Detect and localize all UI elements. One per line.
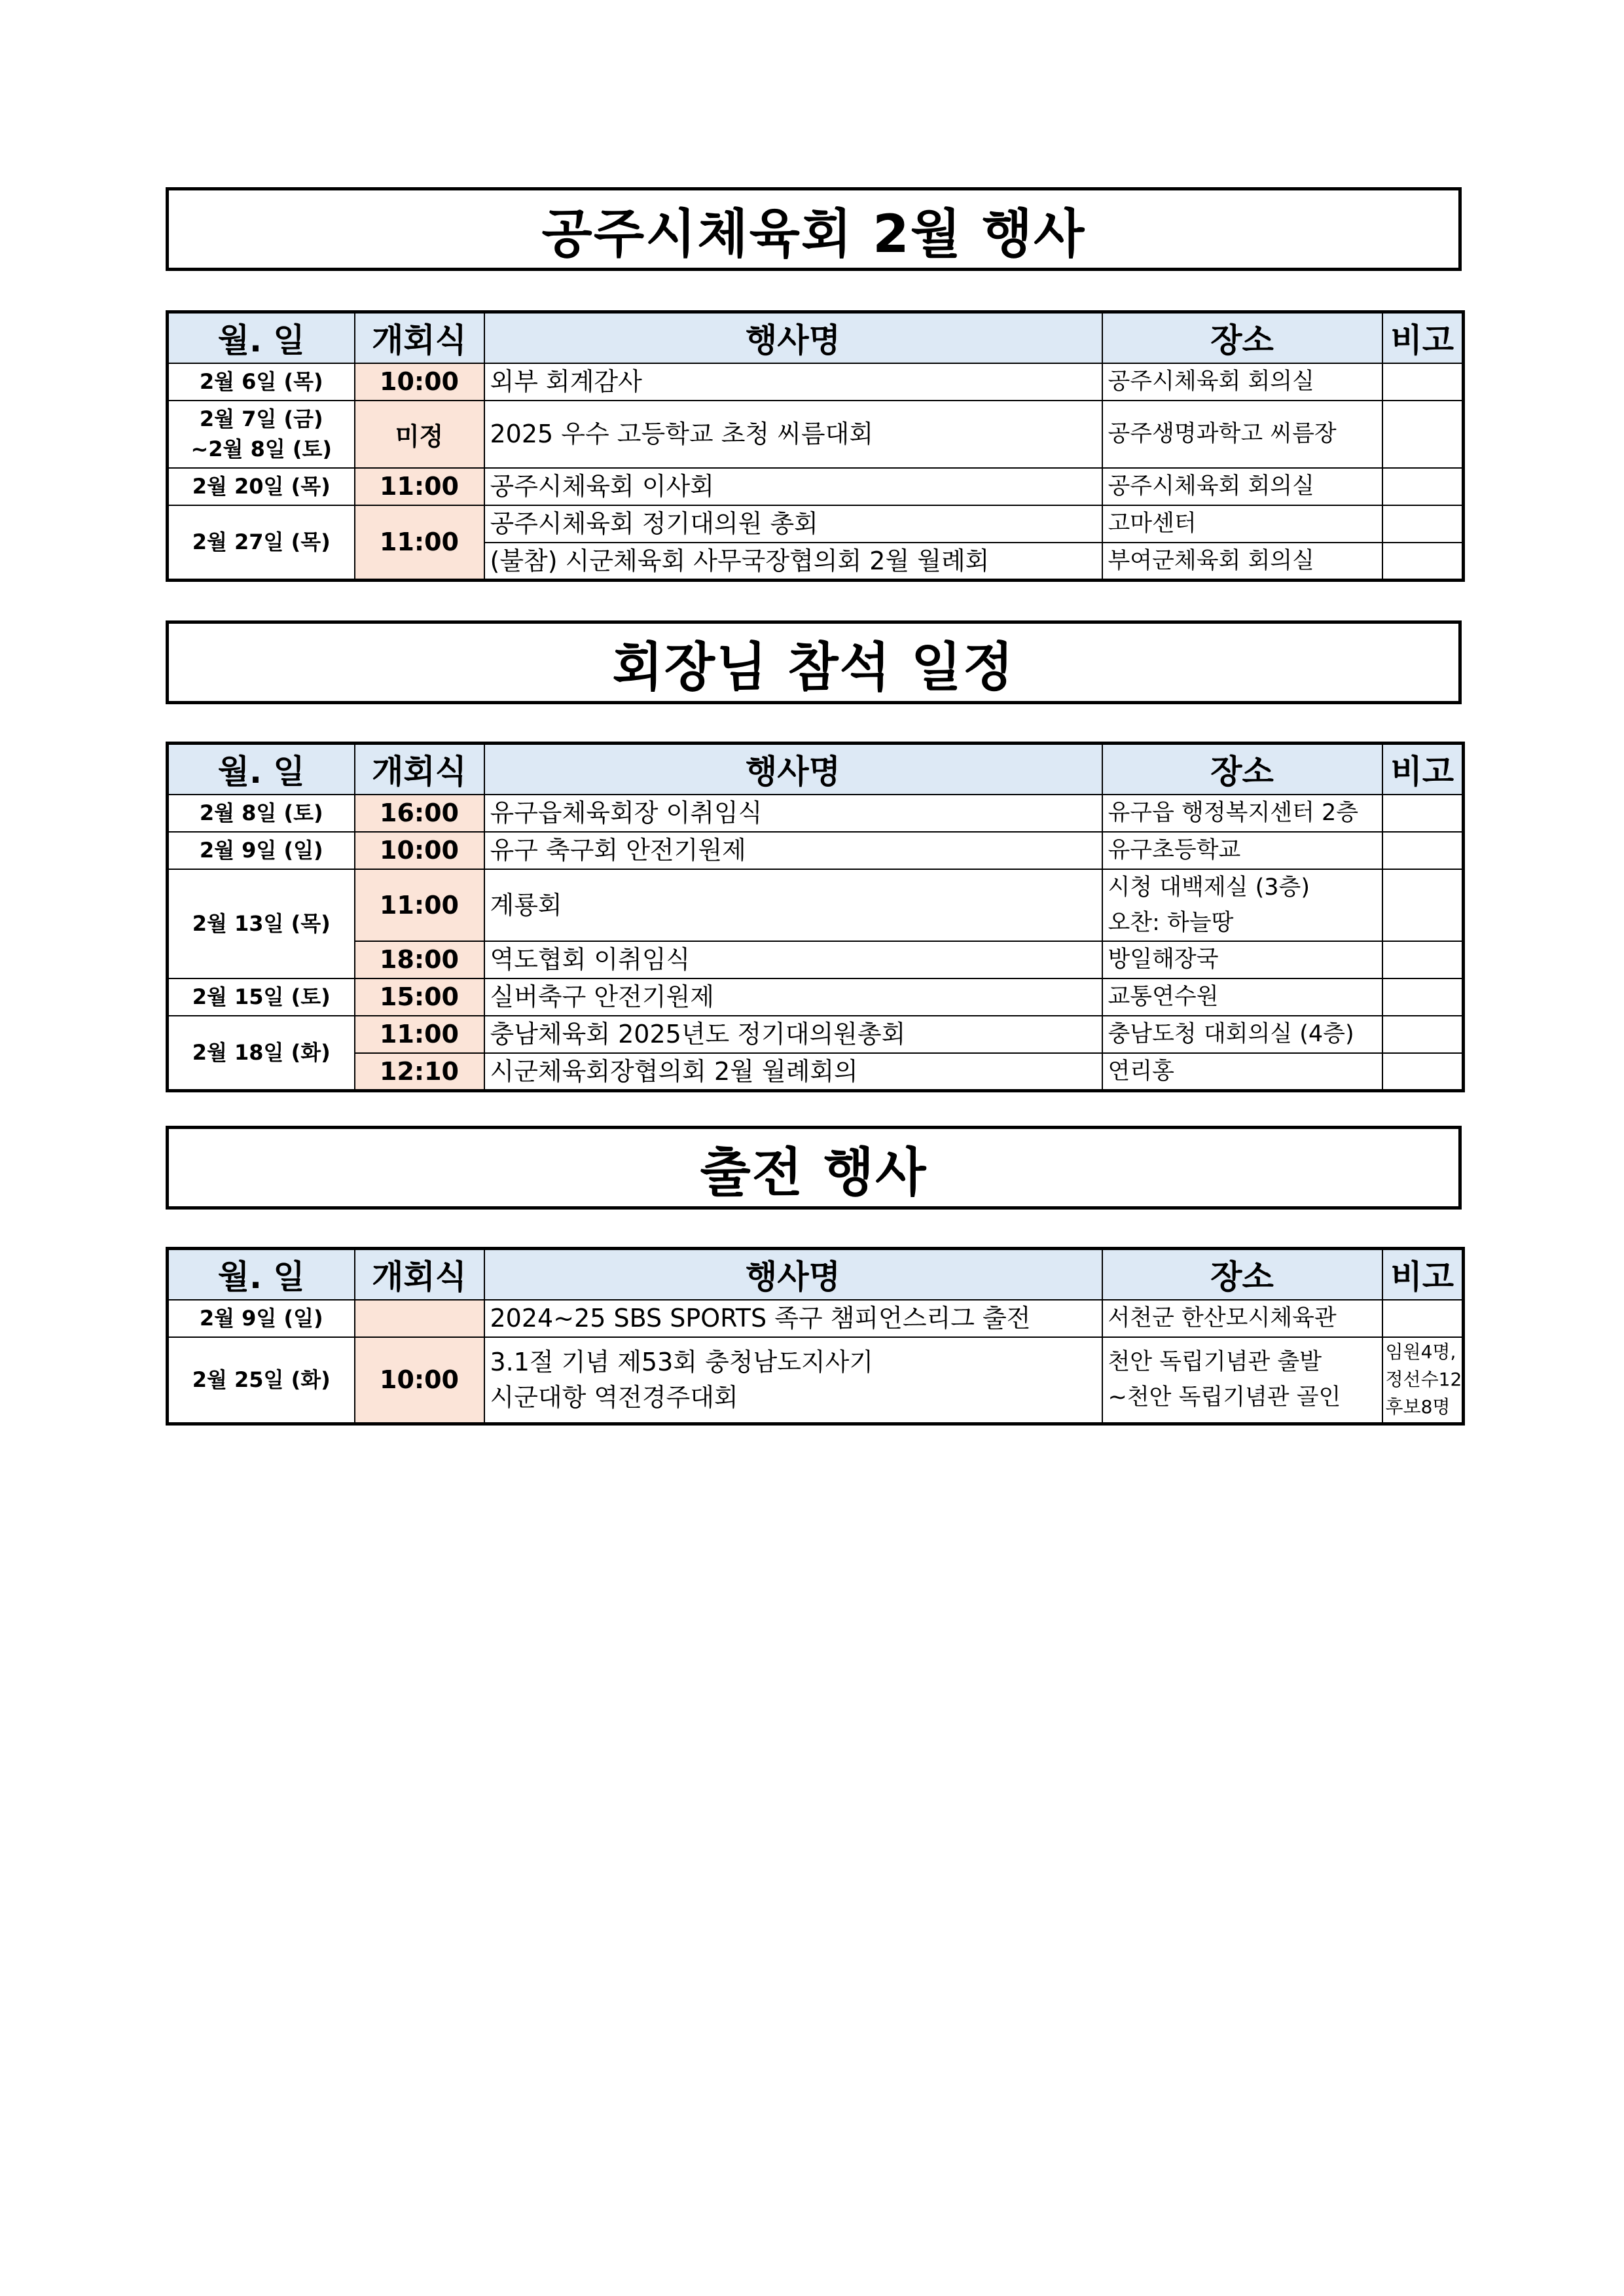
table-row	[168, 941, 1464, 978]
row-event-line2: 시군대항 역전경주대회	[490, 1383, 738, 1412]
header-place: 장소	[1102, 312, 1382, 363]
row-note	[1382, 1300, 1464, 1337]
header-place: 장소	[1102, 744, 1382, 795]
table-header-row	[168, 312, 1464, 363]
row-note	[1382, 978, 1464, 1016]
section2-title: 회장님 참석 일정	[612, 636, 1015, 698]
row-event-line1: 3.1절 기념 제53회 충청남도지사기	[490, 1348, 874, 1377]
row-event: 2025 우수 고등학교 초청 씨름대회	[484, 401, 1102, 468]
header-time: 개회식	[355, 744, 484, 795]
header-event: 행사명	[484, 744, 1102, 795]
row-place	[1102, 869, 1382, 941]
row-place: 연리홍	[1102, 1053, 1382, 1091]
row-note	[1382, 543, 1464, 581]
row-place: 공주시체육회 회의실	[1102, 363, 1382, 401]
row-time: 11:00	[355, 505, 484, 581]
row-time: 15:00	[355, 978, 484, 1016]
row-place: 공주생명과학고 씨름장	[1102, 401, 1382, 468]
header-place: 장소	[1102, 1249, 1382, 1300]
row-place: 공주시체육회 회의실	[1102, 468, 1382, 505]
row-date: 2월 27일 (목)	[168, 505, 355, 581]
row-note	[1382, 869, 1464, 941]
table-row	[168, 1300, 1464, 1337]
row-place: 방일해장국	[1102, 941, 1382, 978]
row-event: 실버축구 안전기원제	[484, 978, 1102, 1016]
row-time: 10:00	[355, 363, 484, 401]
row-date: 2월 18일 (화)	[168, 1016, 355, 1091]
row-place	[1102, 1337, 1382, 1424]
row-place-line2: 오찬: 하늘땅	[1108, 909, 1234, 936]
header-date: 월. 일	[168, 312, 355, 363]
row-event: 공주시체육회 이사회	[484, 468, 1102, 505]
row-date: 2월 6일 (목)	[168, 363, 355, 401]
row-note-line2: 정선수12	[1385, 1369, 1462, 1391]
row-time: 10:00	[355, 832, 484, 869]
row-event: 유구 축구회 안전기원제	[484, 832, 1102, 869]
row-note	[1382, 795, 1464, 832]
row-date: 2월 13일 (목)	[168, 869, 355, 978]
row-event: 유구읍체육회장 이취임식	[484, 795, 1102, 832]
row-note	[1382, 1337, 1464, 1424]
table-row	[168, 505, 1464, 543]
row-date: 2월 9일 (일)	[168, 832, 355, 869]
row-note	[1382, 941, 1464, 978]
row-time: 18:00	[355, 941, 484, 978]
section1-title: 공주시체육회 2월 행사	[541, 203, 1086, 264]
table-row	[168, 363, 1464, 401]
row-time: 11:00	[355, 1016, 484, 1053]
header-event: 행사명	[484, 1249, 1102, 1300]
row-note	[1382, 363, 1464, 401]
table-row	[168, 832, 1464, 869]
row-event: 2024~25 SBS SPORTS 족구 챔피언스리그 출전	[484, 1300, 1102, 1337]
table-row	[168, 869, 1464, 941]
row-date: 2월 25일 (화)	[168, 1337, 355, 1424]
table-row	[168, 1337, 1464, 1424]
table-row	[168, 401, 1464, 468]
row-event	[484, 1337, 1102, 1424]
header-event: 행사명	[484, 312, 1102, 363]
section3-title-box	[166, 1126, 1462, 1210]
row-note	[1382, 401, 1464, 468]
table-row	[168, 1016, 1464, 1053]
header-note: 비고	[1382, 744, 1464, 795]
row-place: 유구읍 행정복지센터 2층	[1102, 795, 1382, 832]
row-time	[355, 1300, 484, 1337]
table-row	[168, 1053, 1464, 1091]
row-note	[1382, 468, 1464, 505]
row-note	[1382, 1053, 1464, 1091]
row-event: 역도협회 이취임식	[484, 941, 1102, 978]
table-header-row	[168, 744, 1464, 795]
section1-table	[166, 310, 1465, 582]
row-place-line1: 시청 대백제실 (3층)	[1108, 874, 1310, 901]
header-time: 개회식	[355, 1249, 484, 1300]
row-date: 2월 8일 (토)	[168, 795, 355, 832]
row-place-line2: ~천안 독립기념관 골인	[1108, 1384, 1341, 1411]
row-place-line1: 천안 독립기념관 출발	[1108, 1349, 1322, 1376]
row-date	[168, 401, 355, 468]
row-time: 16:00	[355, 795, 484, 832]
section3-table	[166, 1247, 1465, 1426]
row-place: 충남도청 대회의실 (4층)	[1102, 1016, 1382, 1053]
row-note	[1382, 505, 1464, 543]
table-header-row	[168, 1249, 1464, 1300]
row-time: 12:10	[355, 1053, 484, 1091]
section3-title: 출전 행사	[700, 1141, 928, 1203]
row-place: 교통연수원	[1102, 978, 1382, 1016]
row-event: (불참) 시군체육회 사무국장협의회 2월 월례회	[484, 543, 1102, 581]
row-time: 미정	[355, 401, 484, 468]
row-event: 시군체육회장협의회 2월 월례회의	[484, 1053, 1102, 1091]
row-place: 서천군 한산모시체육관	[1102, 1300, 1382, 1337]
header-note: 비고	[1382, 312, 1464, 363]
header-time: 개회식	[355, 312, 484, 363]
row-place: 유구초등학교	[1102, 832, 1382, 869]
row-event: 계룡회	[484, 869, 1102, 941]
row-note-line1: 임원4명,	[1385, 1341, 1456, 1363]
table-row	[168, 468, 1464, 505]
header-date: 월. 일	[168, 1249, 355, 1300]
row-date-line1: 2월 7일 (금)	[199, 406, 323, 431]
row-place: 부여군체육회 회의실	[1102, 543, 1382, 581]
row-time: 10:00	[355, 1337, 484, 1424]
section2-title-box	[166, 620, 1462, 704]
row-date: 2월 15일 (토)	[168, 978, 355, 1016]
row-event: 공주시체육회 정기대의원 총회	[484, 505, 1102, 543]
row-event: 충남체육회 2025년도 정기대의원총회	[484, 1016, 1102, 1053]
row-time: 11:00	[355, 869, 484, 941]
header-date: 월. 일	[168, 744, 355, 795]
row-event: 외부 회계감사	[484, 363, 1102, 401]
row-place: 고마센터	[1102, 505, 1382, 543]
row-note	[1382, 1016, 1464, 1053]
row-date-line2: ~2월 8일 (토)	[190, 437, 333, 461]
row-note-line3: 후보8명	[1385, 1396, 1451, 1418]
header-note: 비고	[1382, 1249, 1464, 1300]
row-time: 11:00	[355, 468, 484, 505]
row-date: 2월 20일 (목)	[168, 468, 355, 505]
table-row	[168, 795, 1464, 832]
row-date: 2월 9일 (일)	[168, 1300, 355, 1337]
section1-title-box	[166, 187, 1462, 271]
table-row	[168, 978, 1464, 1016]
row-note	[1382, 832, 1464, 869]
section2-table	[166, 742, 1465, 1092]
